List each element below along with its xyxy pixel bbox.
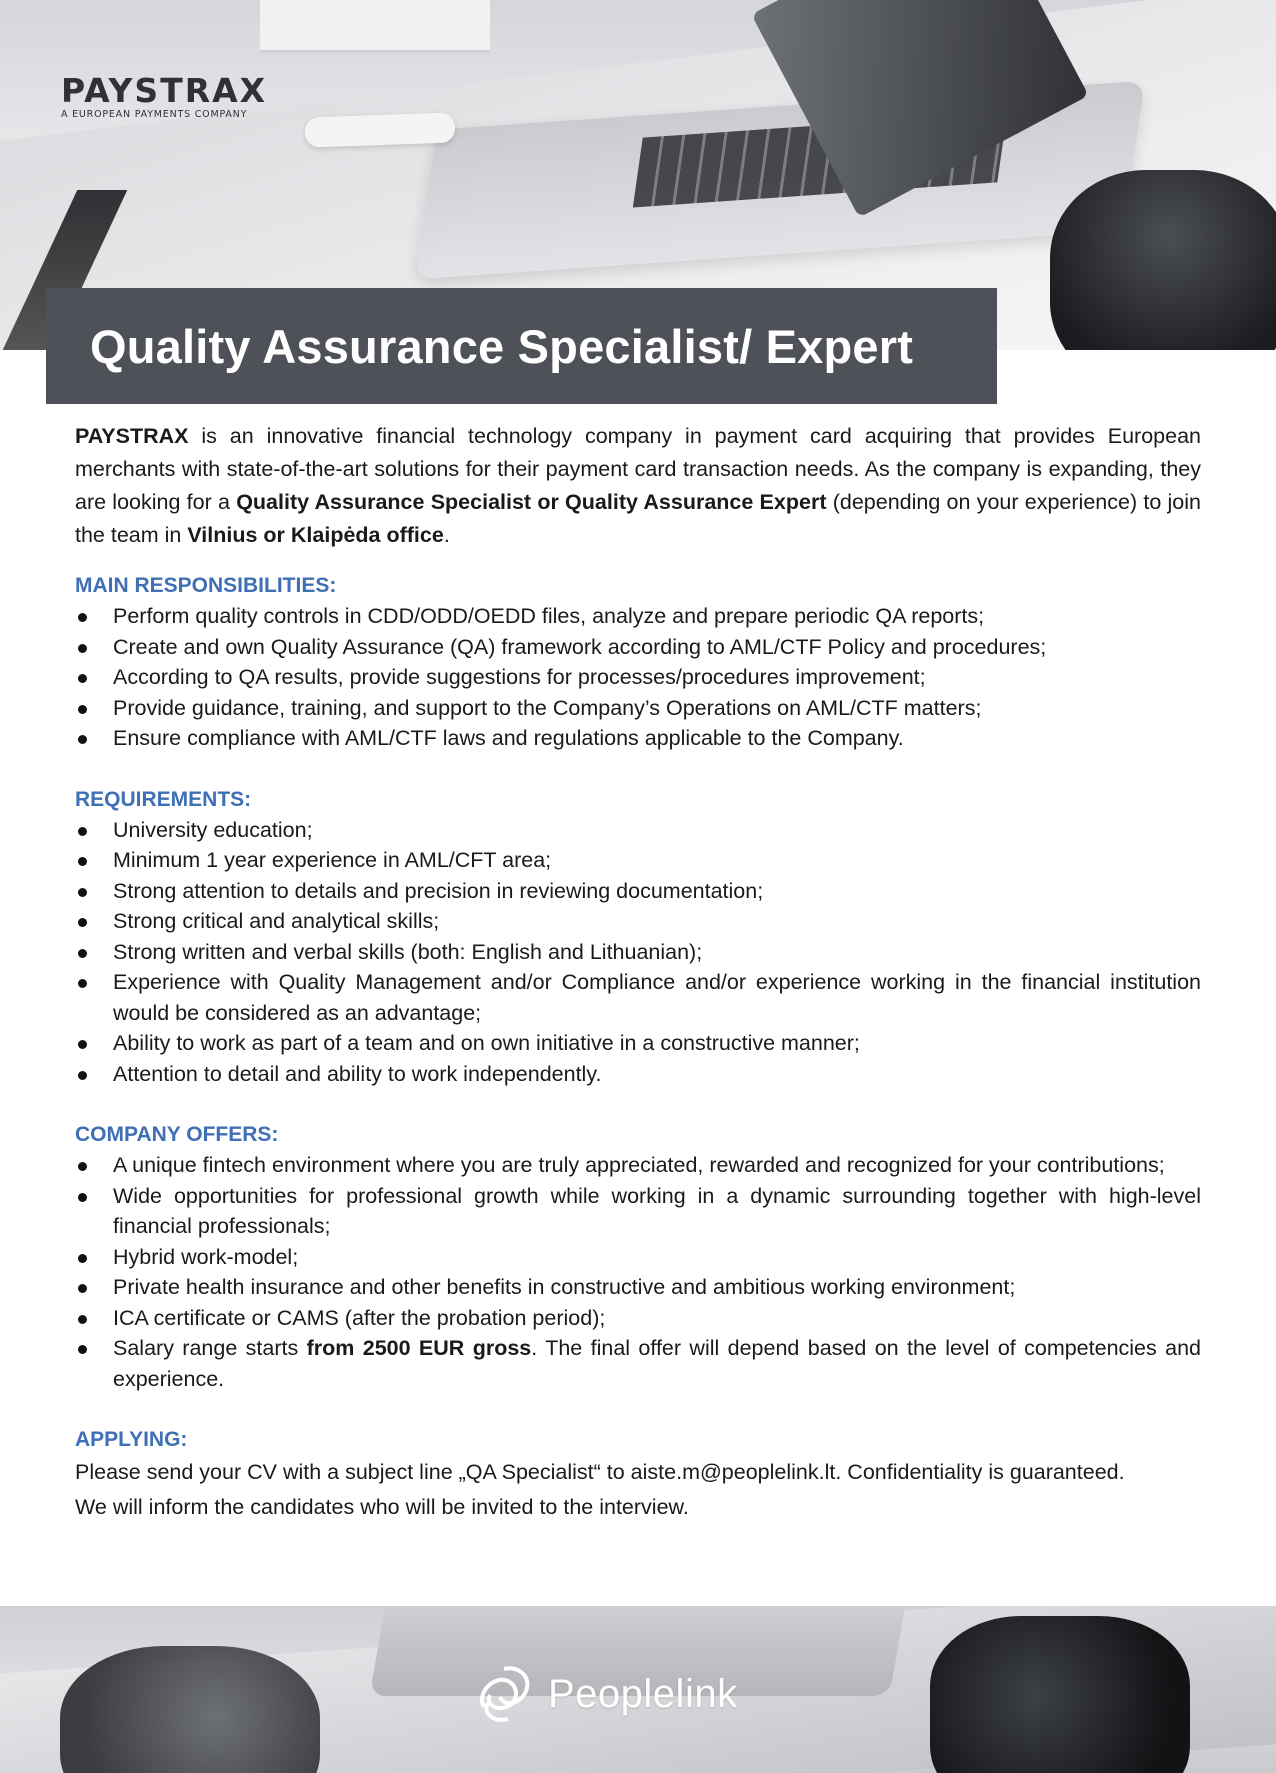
bullet-icon bbox=[78, 918, 87, 927]
offers-list bbox=[75, 1150, 1201, 1394]
list-item bbox=[75, 906, 1201, 937]
list-item bbox=[75, 845, 1201, 876]
list-item-text: Minimum 1 year experience in AML/CFT area; bbox=[113, 848, 552, 872]
peoplelink-logo bbox=[474, 1663, 738, 1725]
logo-name: PAYSTRAX bbox=[61, 71, 268, 110]
requirements-list bbox=[75, 815, 1201, 1090]
list-item-text: Attention to detail and ability to work independently. bbox=[113, 1061, 602, 1086]
list-item bbox=[75, 1303, 1201, 1334]
logo-tagline: A EUROPEAN PAYMENTS COMPANY bbox=[61, 109, 248, 120]
bullet-icon bbox=[78, 705, 87, 714]
bullet-icon bbox=[78, 1315, 87, 1324]
list-item-text: Strong critical and analytical skills; bbox=[113, 909, 440, 933]
applying-line-1: Please send your CV with a subject line „QA Specialist“ to aiste.m@peoplelink.lt. Confidentiality is guaranteed. bbox=[75, 1460, 1125, 1484]
list-item bbox=[75, 1181, 1201, 1242]
salary-suffix: . The final offer will depend based on the level of competencies and experience. bbox=[113, 1336, 1202, 1391]
bullet-icon bbox=[78, 1040, 87, 1049]
bullet-icon bbox=[78, 1162, 87, 1171]
list-item bbox=[75, 632, 1201, 663]
list-item bbox=[75, 967, 1201, 1028]
requirements-heading: REQUIREMENTS: bbox=[75, 787, 252, 811]
bullet-icon bbox=[78, 827, 87, 836]
list-item-text: Wide opportunities for professional growth while working in a dynamic surrounding together with high-level financial professionals; bbox=[113, 1183, 1201, 1238]
list-item-text: ICA certificate or CAMS (after the probation period); bbox=[113, 1305, 606, 1330]
intro-company: PAYSTRAX bbox=[75, 424, 189, 448]
list-item-text: Hybrid work-model; bbox=[113, 1244, 299, 1269]
list-item bbox=[75, 693, 1201, 724]
bullet-icon bbox=[78, 674, 87, 683]
list-item-text: Ensure compliance with AML/CTF laws and regulations applicable to the Company. bbox=[113, 726, 904, 750]
list-item-text: Strong written and verbal skills (both: English and Lithuanian); bbox=[113, 939, 703, 964]
peoplelink-name: Peoplelink bbox=[548, 1671, 738, 1716]
bullet-icon bbox=[78, 1345, 87, 1354]
list-item-text: Strong attention to details and precision in reviewing documentation; bbox=[113, 878, 764, 903]
list-item-text: A unique fintech environment where you are truly appreciated, rewarded and recognized for your contributions; bbox=[113, 1153, 1165, 1177]
intro-text-1: is an innovative financial technology company in payment card acquiring that provides European merchants with state-of-the-art solutions for their payment card transaction needs. As the company is expanding, they are looking for a bbox=[75, 424, 1201, 514]
offers-heading: COMPANY OFFERS: bbox=[75, 1123, 279, 1146]
bullet-icon bbox=[78, 644, 87, 653]
list-item-text: Experience with Quality Management and/or Compliance and/or experience working in the financial institution would be considered as an advantage; bbox=[113, 970, 1201, 1025]
responsibilities-list bbox=[75, 601, 1201, 754]
salary-amount: from 2500 EUR gross bbox=[306, 1336, 532, 1360]
salary-item bbox=[75, 1333, 1201, 1394]
list-item bbox=[75, 662, 1201, 693]
list-item-text: University education; bbox=[113, 817, 313, 842]
bullet-icon bbox=[78, 888, 87, 897]
list-item-text: According to QA results, provide suggestions for processes/procedures improvement; bbox=[113, 665, 926, 689]
intro-paragraph bbox=[75, 420, 1201, 552]
intro-text-2: (depending on your experience) to join the team in bbox=[75, 490, 1201, 547]
bullet-icon bbox=[78, 1254, 87, 1263]
list-item bbox=[75, 1028, 1201, 1059]
list-item-text: Private health insurance and other benefits in constructive and ambitious working environment; bbox=[113, 1275, 1016, 1299]
job-description bbox=[75, 420, 1201, 1525]
list-item bbox=[75, 1150, 1201, 1181]
intro-location: Vilnius or Klaipėda office bbox=[187, 523, 444, 547]
list-item-text: Perform quality controls in CDD/ODD/OEDD files, analyze and prepare periodic QA reports; bbox=[113, 604, 985, 628]
bullet-icon bbox=[78, 1284, 87, 1293]
bullet-icon bbox=[78, 1071, 87, 1080]
intro-text-3: . bbox=[443, 523, 450, 547]
responsibilities-heading: MAIN RESPONSIBILITIES: bbox=[75, 574, 337, 597]
list-item-text: Create and own Quality Assurance (QA) framework according to AML/CTF Policy and procedures; bbox=[113, 634, 1047, 659]
peoplelink-icon bbox=[474, 1663, 536, 1725]
applying-line-2: We will inform the candidates who will be invited to the interview. bbox=[75, 1495, 689, 1519]
salary-prefix: Salary range starts bbox=[113, 1336, 307, 1360]
bullet-icon bbox=[78, 613, 87, 622]
list-item bbox=[75, 815, 1201, 846]
bullet-icon bbox=[78, 979, 87, 988]
list-item bbox=[75, 723, 1201, 754]
list-item bbox=[75, 1242, 1201, 1273]
bullet-icon bbox=[78, 1193, 87, 1202]
list-item bbox=[75, 937, 1201, 968]
page-title: Quality Assurance Specialist/ Expert bbox=[90, 319, 914, 373]
list-item bbox=[75, 876, 1201, 907]
list-item bbox=[75, 601, 1201, 632]
list-item-text: Provide guidance, training, and support to the Company’s Operations on AML/CTF matters; bbox=[113, 695, 982, 720]
applying-heading: APPLYING: bbox=[75, 1428, 188, 1451]
list-item bbox=[75, 1059, 1201, 1090]
bullet-icon bbox=[78, 857, 87, 866]
bullet-icon bbox=[78, 949, 87, 958]
title-banner bbox=[46, 288, 997, 404]
intro-role: Quality Assurance Specialist or Quality Assurance Expert bbox=[236, 490, 827, 514]
bullet-icon bbox=[78, 735, 87, 744]
list-item-text: Ability to work as part of a team and on own initiative in a constructive manner; bbox=[113, 1031, 860, 1055]
paystrax-logo bbox=[61, 71, 268, 120]
list-item bbox=[75, 1272, 1201, 1303]
